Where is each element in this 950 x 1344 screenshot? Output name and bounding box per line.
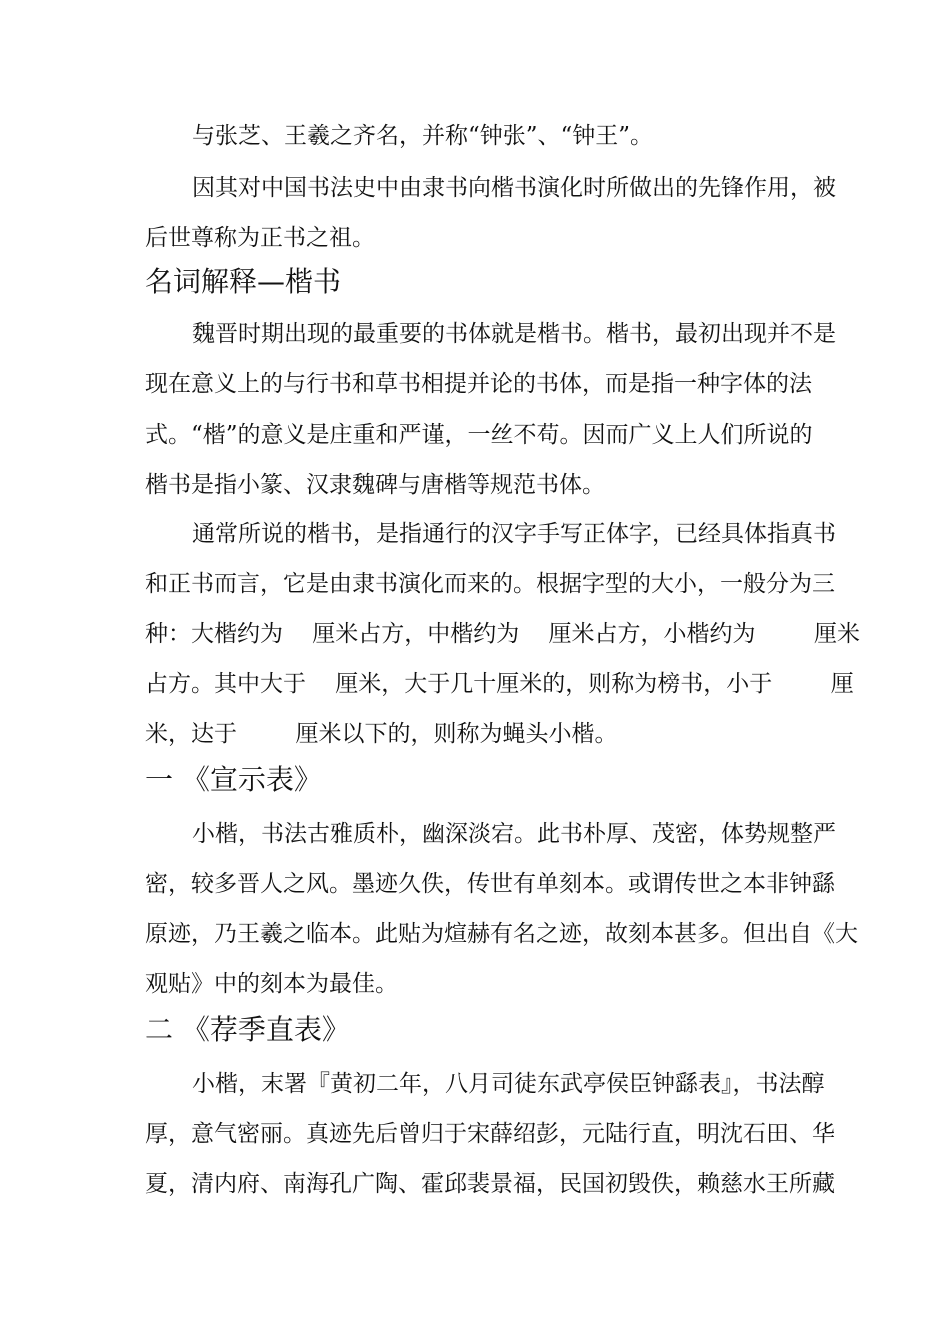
section-heading: 一 《宣示表》 [145, 763, 322, 796]
paragraph-line: 通常所说的楷书，是指通行的汉字手写正体字，已经具体指真书 [192, 521, 836, 547]
paragraph-line: 厚，意气密丽。真迹先后曾归于宋薛绍彭，元陆行直，明沈石田、华 [145, 1121, 835, 1147]
paragraph-line: 小楷，书法古雅质朴，幽深淡宕。此书朴厚、茂密，体势规整严 [192, 821, 836, 847]
paragraph-line: 夏，清内府、南海孔广陶、霍邱裴景福，民国初毁佚，赖慈水王所藏 [145, 1171, 835, 1197]
paragraph-line: 小楷，末署『黄初二年，八月司徒东武亭侯臣钟繇表』，书法醇 [192, 1071, 825, 1097]
paragraph-line: 观贴》中的刻本为最佳。 [145, 971, 398, 997]
paragraph-line: 米，达于 厘米以下的，则称为蝇头小楷。 [145, 721, 618, 747]
paragraph-line: 现在意义上的与行书和草书相提并论的书体，而是指一种字体的法 [145, 371, 812, 397]
paragraph-line: 密，较多晋人之风。墨迹久佚，传世有单刻本。或谓传世之本非钟繇 [145, 871, 835, 897]
section-heading: 二 《荐季直表》 [145, 1013, 350, 1046]
paragraph-line: 和正书而言，它是由隶书演化而来的。根据字型的大小，一般分为三 [145, 571, 835, 597]
paragraph-line: 魏晋时期出现的最重要的书体就是楷书。楷书，最初出现并不是 [192, 321, 836, 347]
paragraph-line: 种：大楷约为 厘米占方，中楷约为 厘米占方，小楷约为 厘米 [145, 621, 860, 647]
paragraph-line: 楷书是指小篆、汉隶魏碑与唐楷等规范书体。 [145, 472, 605, 498]
paragraph-line: 因其对中国书法史中由隶书向楷书演化时所做出的先锋作用，被 [192, 175, 836, 201]
section-heading: 名词解释—楷书 [145, 265, 342, 298]
paragraph-line: 式。“楷”的意义是庄重和严谨，一丝不苟。因而广义上人们所说的 [145, 422, 813, 448]
paragraph-line: 后世尊称为正书之祖。 [145, 225, 375, 251]
paragraph-line: 与张芝、王羲之齐名，并称“钟张”、“钟王”。 [192, 123, 654, 149]
paragraph-line: 占方。其中大于 厘米，大于几十厘米的，则称为榜书，小于 厘 [145, 671, 854, 697]
paragraph-line: 原迹，乃王羲之临本。此贴为煊赫有名之迹，故刻本甚多。但出自《大 [145, 921, 858, 947]
